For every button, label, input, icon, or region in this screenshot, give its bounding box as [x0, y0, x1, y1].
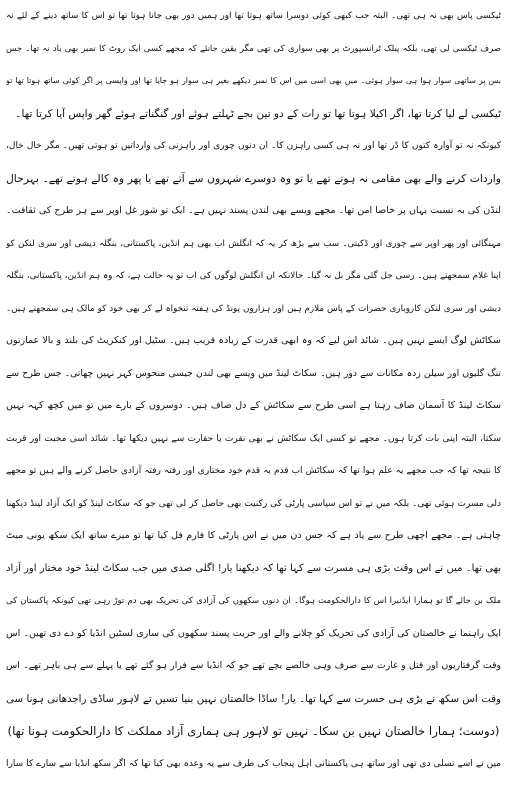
text-line: دیشی اور سری لنکن کاروباری حضرات کے پاس ملازم ہیں اور ہزاروں پونڈ کی ہفتہ تنخواہ لے کر بھی خود کو مالک ہی سمجھتے ہیں۔	[6, 303, 501, 314]
text-line: اپنا غلام سمجھتے ہیں۔ رسی جل گئی مگر بل نہ گیا۔ حالانکہ ان انگلش لوگوں کی اب تو یہ حالت ہے، کہ وہ ہم انڈین، پاکستانی، بنگلہ	[6, 271, 501, 281]
text-line: تنگ گلیوں اور سیلن زدہ مکانات سے دور ہیں۔ سکاٹ لینڈ میں ویسے بھی لندن جیسی منحوس کہر نہیں چھاتی۔ جس طرح سے	[6, 367, 501, 379]
text-line: سکاٹش لوگ ایسے نہیں ہیں۔ شائد اس لیے کہ وہ ابھی قدرت کے زیادہ قریب ہیں۔ سٹیل اور کنکریٹ کی بلند و بالا عمارتوں	[6, 335, 501, 346]
text-line: کا نتیجہ تھا کہ جب مجھے یہ علم ہوا تھا کہ سکاٹش اب قدم بہ قدم خود مختاری اور رفتہ رفتہ آزادی حاصل کرنے والے ہیں تو مجھے	[6, 466, 501, 476]
text-line: سکاٹ لینڈ کا آسمان صاف رہتا ہے اسی طرح سے سکاٹش کے دل صاف ہیں۔ دوسروں کے بارے میں تو میں کچھ کہہ نہیں	[6, 400, 501, 411]
text-line: میں نے اسے تسلی دی تھی اور ساتھ ہی پاکستانی اہل پنجاب کی طرف سے یہ وعدہ بھی کیا تھا کہ اگر سکھ انڈیا سے سارے کا سارا	[6, 758, 501, 769]
text-line: دلی مسرت ہوئی تھی۔ بلکہ میں نے تو اس سیاسی پارٹی کی رکنیت بھی حاصل کر لی تھی جو کہ سکاٹ لینڈ کو ایک آزاد لینڈ دیکھنا	[6, 498, 501, 509]
text-line: بھی تھا۔ میں نے اس وقت بڑی ہی مسرت سے کہا تھا کہ دیکھنا یار! اگلی صدی میں جب سکاٹ لینڈ خود مختار اور آزاد	[6, 562, 501, 574]
text-line: کیونکہ نہ تو آوارہ کتوں کا ڈر تھا اور نہ ہی کسی راہزن کا۔ ان دنوں چوری اور راہزنی کی وارداتیں تو ہوتی تھیں۔ مگر خال خال،	[6, 141, 501, 151]
text-line: لنڈن کی بہ نسبت یہاں پر خاصا امن تھا۔ مجھے ویسے بھی لندن پسند نہیں ہے۔ ایک تو شور غل اوپر سے ہر طرح کی ثقافت۔	[6, 205, 501, 216]
text-line: ملک بن جائے گا تو ہمارا ایڈنبرا اس کا دارالحکومت ہوگا۔ ان دنوں سکھوں کی آزادی کی تحریک بھی دم توڑ رہی تھی کیونکہ پاکستان کی	[6, 596, 501, 606]
text-line: مہنگائی اور پھر اوپر سے چوری اور ڈکیتی۔ سب سے بڑھ کر یہ کہ انگلش اب بھی ہم انڈین، پاکستانی، بنگلہ دیشی اور سری لنکن کو	[6, 238, 501, 249]
text-line: ایک راہنما نے خالصتان کی آزادی کی تحریک کو چلانے والے اور حریت پسند سکھوں کی ساری لسٹیں انڈیا کو دے دی تھیں۔ اس	[6, 627, 501, 639]
text-line: ٹیکسی پاس بھی نہ ہی تھی۔ البتہ جب کبھی کوئی دوسرا ساتھ ہوتا تھا اور ہمیں دور بھی جانا ہوتا تھا تو اس کا ساتھ دینے کے لئے نہ	[6, 11, 501, 21]
translation-line: (دوست؛ ہمارا خالصتان نہیں بن سکا۔ نہیں تو لاہور ہی ہماری آزاد مملکت کا دارالحکومت ہونا تھا)	[7, 724, 500, 738]
text-line: بس پر ساتھی سوار ہوا ہی سوار ہوئی۔ میں بھی اسی میں اس کا نمبر دیکھے بغیر ہی سوار ہو جایا تھا اور واپسی پر اگر کوئی ساتھ ہوتا تھا تو	[6, 76, 501, 85]
text-line: چاہتی ہے۔ مجھے اچھی طرح سے یاد ہے کہ جس دن میں نے اس پارٹی کا فارم فل کیا تھا تو میرے ساتھ ایک سکھ یونی میٹ	[6, 530, 501, 541]
text-line: ٹیکسی لے لیا کرتا تھا، اگر اکیلا ہوتا تھا تو رات کے دو تین بجے ٹہلتے ہوئے اور گنگناتے ہوئے گھر واپس آیا کرتا تھا۔	[15, 107, 501, 120]
text-line: صرف ٹیکسی لی تھی، بلکہ پبلک ٹرانسپورٹ پر بھی سواری کی تھی مگر یقین جانئے کہ مجھے کسی ایک روٹ کا نمبر بھی یاد نہ تھا۔ جس	[6, 43, 501, 54]
text-line: وقت گرفتاریوں اور قتل و غارت سے صرف وہی خالصے بچے تھے جو کہ انڈیا سے فرار ہو گئے تھے یا پہلے سے ہی باہر تھے۔ اس	[6, 660, 501, 671]
text-line: واردات کرنے والے بھی مقامی نہ ہوتے تھے یا تو وہ دوسرے شہروں سے آتے تھے یا پھر وہ کالے ہوتے تھے۔ بہرحال	[6, 171, 501, 185]
text-line: سکتا، البتہ اپنی بات کرتا ہوں۔ مجھے تو کسی ایک سکاٹش نے بھی نفرت یا حقارت سے نہیں دیکھا تھا۔ شائد اسی محبت اور قربت	[6, 433, 501, 444]
text-line: وقت اس سکھ نے بڑی ہی حسرت سے کہا تھا۔ یار! ساڈا خالصتان نہیں بنیا تسیں تے لاہور ساڈی راجدھانی ہونا سی	[6, 692, 501, 705]
